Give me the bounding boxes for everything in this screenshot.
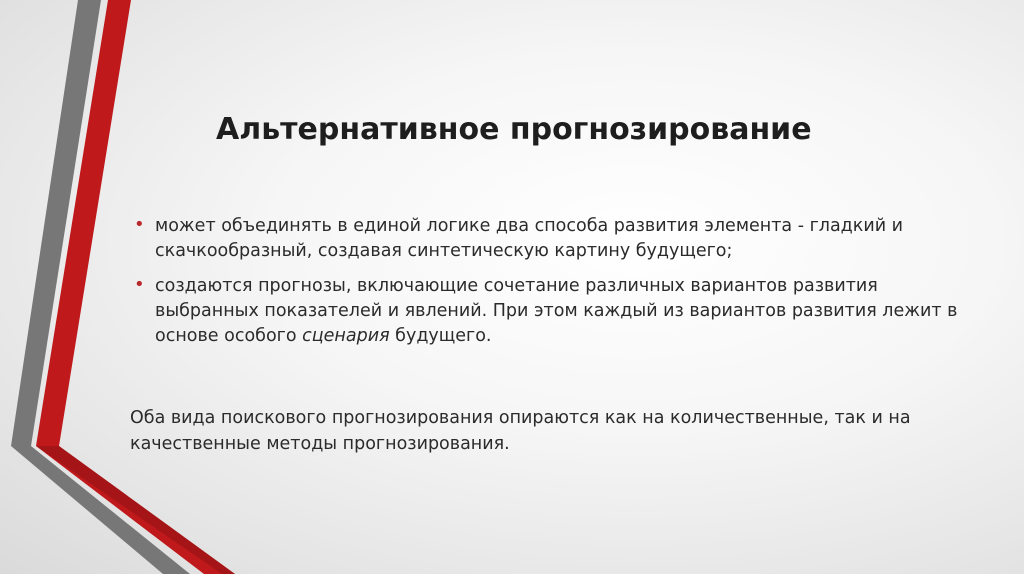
bullet-text-end: будущего. — [389, 326, 492, 346]
bullet-item — [130, 274, 970, 349]
summary-paragraph: Оба вида поискового прогнозирования опираются как на количественные, так и на качественные методы прогнозирования. — [130, 408, 911, 454]
bullet-marker-icon: • — [134, 214, 145, 235]
bullet-marker-icon: • — [134, 274, 145, 295]
bullet-text-emphasis: сценария — [302, 326, 390, 346]
bullet-list — [130, 214, 970, 359]
bullet-text-start: создаются прогнозы, включающие сочетание различных вариантов развития выбранных показателей и явлений. При этом каждый из вариантов развития лежит в основе особого — [155, 276, 958, 346]
red-shadow-stripe — [36, 446, 235, 574]
slide-title: Альтернативное прогнозирование — [216, 112, 812, 147]
bullet-item — [130, 214, 970, 264]
bullet-text: может объединять в единой логике два способа развития элемента - гладкий и скачкообразный, создавая синтетическую картину будущего; — [155, 216, 904, 261]
